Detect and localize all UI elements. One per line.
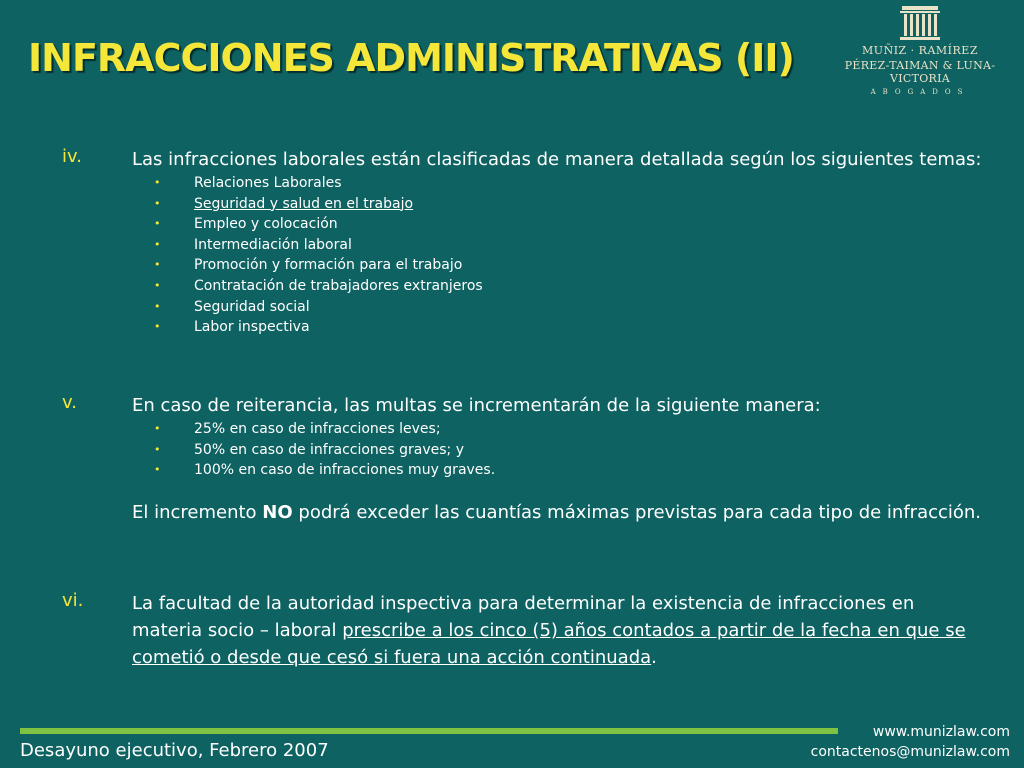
section-iv: [62, 146, 982, 338]
bullet-icon: •: [154, 217, 161, 231]
section-v-number: v.: [62, 392, 77, 413]
section-iv-number: iv.: [62, 146, 82, 167]
bullet-icon: •: [154, 196, 161, 210]
bullet-icon: •: [154, 258, 161, 272]
bullet-icon: •: [154, 176, 161, 189]
list-item: • 100% en caso de infracciones muy graves.: [154, 460, 982, 481]
footer-event: Desayuno ejecutivo, Febrero 2007: [20, 740, 329, 761]
bullet-icon: •: [154, 442, 161, 456]
section-v-note: El incremento NO podrá exceder las cuantías máximas previstas para cada tipo de infracción.: [132, 501, 982, 523]
section-iv-bullets: [154, 173, 982, 338]
list-item: • Labor inspectiva: [154, 317, 982, 338]
list-item: • Empleo y colocación: [154, 214, 982, 235]
bullet-icon: •: [154, 299, 161, 313]
prescription-highlight: prescribe a los cinco (5) años contados a partir de la fecha en que se cometió o desde que cesó si fuera una acción continuada: [132, 620, 966, 668]
section-iv-text: Las infracciones laborales están clasificadas de manera detallada según los siguientes temas:: [132, 149, 982, 170]
section-vi: [62, 590, 982, 671]
section-v-text: En caso de reiterancia, las multas se incrementarán de la siguiente manera:: [132, 395, 821, 416]
logo-line-2: PÉREZ-TAIMAN & LUNA-VICTORIA: [844, 59, 996, 85]
logo-line-1: MUÑIZ · RAMÍREZ: [862, 44, 978, 57]
section-vi-number: vi.: [62, 590, 84, 611]
bullet-icon: •: [154, 463, 161, 477]
list-item: • Intermediación laboral: [154, 235, 982, 256]
list-item: • Relaciones Laborales: [154, 173, 982, 194]
logo-line-3: ABOGADOS: [870, 88, 970, 96]
seguridad-salud-link[interactable]: Seguridad y salud en el trabajo: [194, 195, 414, 212]
section-v: [62, 392, 982, 526]
bullet-icon: •: [154, 320, 161, 334]
emphasis-no: NO: [262, 501, 293, 523]
list-item[interactable]: [154, 194, 982, 215]
slide-title: INFRACCIONES ADMINISTRATIVAS (II): [28, 36, 794, 80]
footer-contact: [811, 722, 1010, 762]
list-item: • Contratación de trabajadores extranjeros: [154, 276, 982, 297]
section-vi-text: La facultad de la autoridad inspectiva para determinar la existencia de infracciones en materia socio – laboral prescribe a los cinco (5) años contados a partir de la fecha en que se cometió o desde que cesó si fuera una acción continuada.: [132, 593, 966, 668]
bullet-icon: •: [154, 422, 161, 435]
list-item: • 50% en caso de infracciones graves; y: [154, 440, 982, 461]
building-columns-icon: [898, 4, 942, 42]
email-link[interactable]: contactenos@munizlaw.com: [810, 744, 1010, 760]
list-item: • Promoción y formación para el trabajo: [154, 255, 982, 276]
firm-logo: [820, 4, 1020, 96]
bullet-icon: •: [154, 278, 161, 292]
footer-accent-bar: [20, 728, 838, 734]
bullet-icon: •: [154, 237, 161, 251]
list-item: • 25% en caso de infracciones leves;: [154, 419, 982, 440]
section-v-bullets: [154, 419, 982, 481]
website-link[interactable]: www.munizlaw.com: [872, 724, 1010, 740]
list-item: • Seguridad social: [154, 297, 982, 318]
